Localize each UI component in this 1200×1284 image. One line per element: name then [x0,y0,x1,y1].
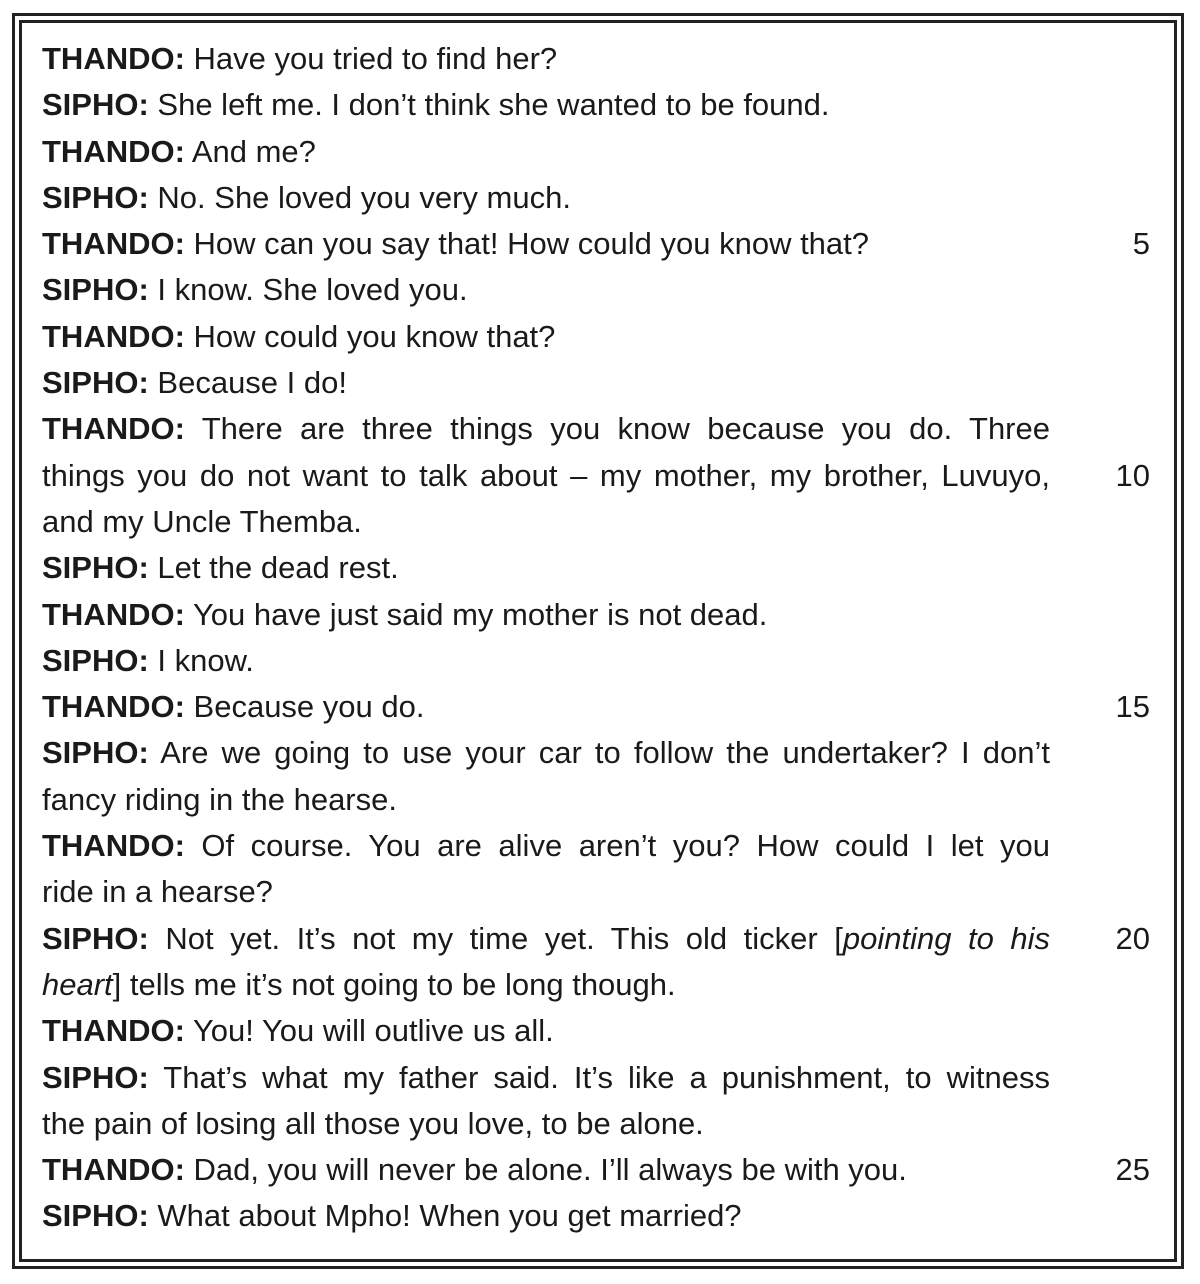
line-number: 25 [1115,1152,1150,1188]
line-text [42,221,1050,267]
speaker-name: THANDO: [42,226,185,262]
line-text [42,1101,1050,1147]
script-line [42,1008,1152,1054]
speaker-name: THANDO: [42,41,185,76]
speaker-name: THANDO: [42,689,185,725]
script-line [42,129,1152,175]
dialogue-text: That’s what my father said. It’s like a punishment, to witness [148,1059,1050,1095]
dialogue-text: How can you say that! How could you know that? [184,226,870,262]
dialogue-text: ] tells me it’s not going to be long though. [112,966,676,1002]
script-line [42,453,1152,499]
dialogue-text: Let the dead rest. [148,550,399,586]
line-text [42,82,1050,128]
speaker-name: SIPHO: [42,735,149,771]
dialogue-text: Dad, you will never be alone. I’ll always be with you. [184,1152,907,1188]
line-text [42,406,1050,452]
speaker-name: SIPHO: [42,179,149,215]
script-line [42,962,1152,1008]
line-text [42,1147,1050,1193]
script-line [42,36,1152,82]
dialogue-text: Are we going to use your car to follow the undertaker? I don’t [148,735,1050,771]
dialogue-text: Not yet. It’s not my time yet. This old ticker [ [148,920,843,956]
line-text [42,267,1050,313]
script-line [42,823,1152,869]
line-text [42,638,1050,684]
dialogue-text: Because I do! [148,365,347,401]
dialogue-text: Because you do. [184,689,425,725]
dialogue-text: fancy riding in the hearse. [42,781,397,817]
line-text [42,36,1050,82]
script-line [42,175,1152,221]
line-text [42,175,1050,221]
script-line [42,360,1152,406]
dialogue-text: There are three things you know because you do. Three [184,411,1050,447]
stage-direction: heart [42,966,113,1002]
dialogue-text: ride in a hearse? [42,874,273,910]
script-line [42,82,1152,128]
speaker-name: THANDO: [42,828,185,864]
script-line [42,1147,1152,1193]
script-line [42,1055,1152,1101]
script-line [42,314,1152,360]
dialogue-text: How could you know that? [184,318,556,354]
speaker-name: THANDO: [42,411,185,447]
stage-direction: pointing to his [842,920,1050,956]
dialogue-text: the pain of losing all those you love, to be alone. [42,1105,704,1141]
speaker-name: THANDO: [42,1013,185,1049]
script-line [42,730,1152,776]
script-extract [42,36,1152,1240]
script-line [42,221,1152,267]
line-text [42,314,1050,360]
line-text [42,916,1050,962]
line-text [42,962,1050,1008]
line-number: 5 [1132,226,1150,262]
line-text [42,1055,1050,1101]
line-text [42,777,1050,823]
speaker-name: THANDO: [42,133,185,169]
speaker-name: SIPHO: [42,365,149,401]
script-line [42,684,1152,730]
line-text [42,592,1050,638]
speaker-name: THANDO: [42,318,185,354]
script-line [42,592,1152,638]
line-text [42,823,1050,869]
line-text [42,1193,1050,1239]
line-text [42,129,1050,175]
dialogue-text: You have just said my mother is not dead. [184,596,768,632]
script-line [42,916,1152,962]
speaker-name: THANDO: [42,596,185,632]
dialogue-text: No. She loved you very much. [148,179,571,215]
line-number: 20 [1115,920,1150,956]
script-line [42,869,1152,915]
line-text [42,684,1050,730]
dialogue-text: and my Uncle Themba. [42,503,362,539]
line-text [42,869,1050,915]
speaker-name: SIPHO: [42,550,149,586]
line-text [42,545,1050,591]
dialogue-text: She left me. I don’t think she wanted to be found. [148,87,830,123]
script-line [42,406,1152,452]
speaker-name: SIPHO: [42,272,149,308]
speaker-name: SIPHO: [42,920,149,956]
line-number: 15 [1115,689,1150,725]
script-line [42,1101,1152,1147]
line-text [42,499,1050,545]
dialogue-text: What about Mpho! When you get married? [148,1198,742,1234]
line-text [42,730,1050,776]
script-line [42,1193,1152,1239]
script-line [42,267,1152,313]
dialogue-text: I know. She loved you. [148,272,468,308]
line-text [42,360,1050,406]
script-line [42,777,1152,823]
speaker-name: SIPHO: [42,87,149,123]
script-line [42,545,1152,591]
script-line [42,638,1152,684]
line-text [42,453,1050,499]
speaker-name: SIPHO: [42,642,149,678]
speaker-name: SIPHO: [42,1059,149,1095]
line-text [42,1008,1050,1054]
script-line [42,499,1152,545]
dialogue-text: Have you tried to find her? [184,41,558,76]
speaker-name: SIPHO: [42,1198,149,1234]
dialogue-text: And me? [184,133,316,169]
dialogue-text: You! You will outlive us all. [184,1013,554,1049]
dialogue-text: things you do not want to talk about – my mother, my brother, Luvuyo, [42,457,1050,493]
speaker-name: THANDO: [42,1152,185,1188]
line-number: 10 [1115,457,1150,493]
dialogue-text: I know. [148,642,254,678]
dialogue-text: Of course. You are alive aren’t you? How could I let you [184,828,1050,864]
